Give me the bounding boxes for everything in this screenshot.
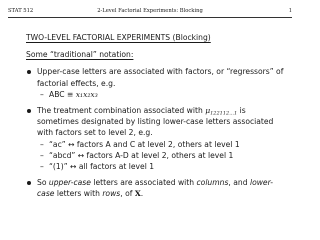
dash-icon: – xyxy=(40,89,44,99)
dash-icon: – xyxy=(40,150,44,160)
bullet-uppercase-letters xyxy=(26,66,288,100)
slide-title: TWO-LEVEL FACTORIAL EXPERIMENTS (Blocking) xyxy=(26,33,211,42)
bullet-treatment-combination xyxy=(26,105,288,172)
bullet-dot-icon xyxy=(27,181,31,185)
header-course: STAT 512 xyxy=(8,8,34,14)
text-part: , and xyxy=(228,178,250,188)
bullet-text: Upper-case letters are associated with factors, or “regressors” of factorial effects, e.g. xyxy=(37,67,284,88)
dash-item xyxy=(37,139,288,150)
dash-icon: – xyxy=(40,139,44,149)
text-part: , of xyxy=(120,189,135,199)
bullet-dot-icon xyxy=(27,70,31,74)
bullet-dot-icon xyxy=(27,109,31,113)
dash-text: “(1)” ↔ all factors at level 1 xyxy=(49,162,155,172)
header-rule xyxy=(8,17,292,18)
dash-item xyxy=(37,89,288,100)
text-part: letters are associated with xyxy=(90,178,197,188)
dash-lhs: ABC ≡ xyxy=(49,89,76,99)
text-part: letters with xyxy=(54,189,103,199)
bullet-text-b: is sometimes designated by listing lower-case letters associated with factors set to level 2, e.g. xyxy=(37,106,274,138)
emphasis-columns: columns xyxy=(196,178,229,188)
dash-text: “abcd” ↔ factors A-D at level 2, others at level 1 xyxy=(49,150,234,160)
slide-content xyxy=(26,32,288,205)
bullet-summary xyxy=(26,177,288,199)
running-header xyxy=(8,5,292,17)
emphasis-lower-case: lower-case xyxy=(37,178,274,199)
math-x1x2x3: x₁x₂x₃ xyxy=(75,89,98,99)
math-mu xyxy=(205,106,237,115)
mu-symbol: μ xyxy=(205,106,211,116)
dash-item xyxy=(37,150,288,161)
text-part: So xyxy=(37,178,49,188)
header-page-number: 1 xyxy=(288,8,292,14)
mu-subscript: 122112...1 xyxy=(210,110,238,117)
bullet-text-a: The treatment combination associated with xyxy=(37,106,206,116)
dash-text: “ac” ↔ factors A and C at level 2, others at level 1 xyxy=(49,139,240,149)
emphasis-upper-case: upper-case xyxy=(48,178,91,188)
matrix-x: X xyxy=(134,189,141,199)
dash-item xyxy=(37,161,288,172)
emphasis-rows: rows xyxy=(102,189,121,199)
text-part: . xyxy=(140,189,144,199)
header-section: 2-Level Factorial Experiments: Blocking xyxy=(97,8,203,14)
slide-subtitle: Some “traditional” notation: xyxy=(26,50,134,60)
dash-icon: – xyxy=(40,162,44,172)
